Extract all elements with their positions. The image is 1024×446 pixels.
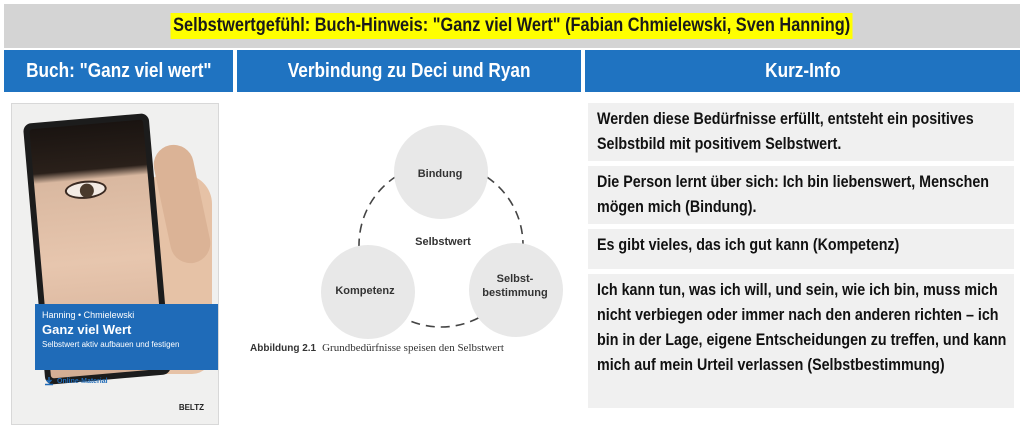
header-book: Buch: "Ganz viel wert" <box>4 50 233 92</box>
label-kompetenz: Kompetenz <box>335 285 395 297</box>
book-title: Ganz viel Wert <box>42 322 132 337</box>
info-item: Es gibt vieles, das ich gut kann (Kompetenz) <box>588 229 1014 269</box>
label-selbstbestimmung: Selbst- bestimmung <box>482 273 548 299</box>
page-title: Selbstwertgefühl: Buch-Hinweis: "Ganz viel Wert" (Fabian Chmielewski, Sven Hanning) <box>171 13 853 39</box>
book-publisher: BELTZ <box>178 403 204 412</box>
info-item: Ich kann tun, was ich will, und sein, wie ich bin, muss mich nicht verbiegen oder immer nach den anderen richten – ich bin in der Lage, eigene Entscheidungen zu treffen, und kann mich auf mein Urteil verlassen (Selbstbestimmung) <box>588 274 1014 408</box>
title-bar <box>4 4 1020 48</box>
label-selbstwert: Selbstwert <box>415 236 471 248</box>
book-subtitle: Selbstwert aktiv aufbauen und festigen <box>42 340 180 349</box>
download-icon <box>44 376 54 386</box>
header-deci-ryan: Verbindung zu Deci und Ryan <box>237 50 581 92</box>
eye-image <box>64 179 107 201</box>
info-item: Werden diese Bedürfnisse erfüllt, entsteht ein positives Selbstbild mit positivem Selbstwert. <box>588 103 1014 161</box>
book-cover <box>11 103 219 425</box>
needs-diagram <box>250 120 580 370</box>
figure-caption: Abbildung 2.1 Grundbedürfnisse speisen den Selbstwert <box>250 342 504 354</box>
book-authors: Hanning • Chmielewski <box>42 310 135 320</box>
book-title-panel <box>35 304 219 370</box>
label-bindung: Bindung <box>417 168 463 180</box>
info-item: Die Person lernt über sich: Ich bin liebenswert, Menschen mögen mich (Bindung). <box>588 166 1014 224</box>
book-online-material: Online-Material <box>44 376 108 386</box>
header-kurz-info: Kurz-Info <box>585 50 1020 92</box>
